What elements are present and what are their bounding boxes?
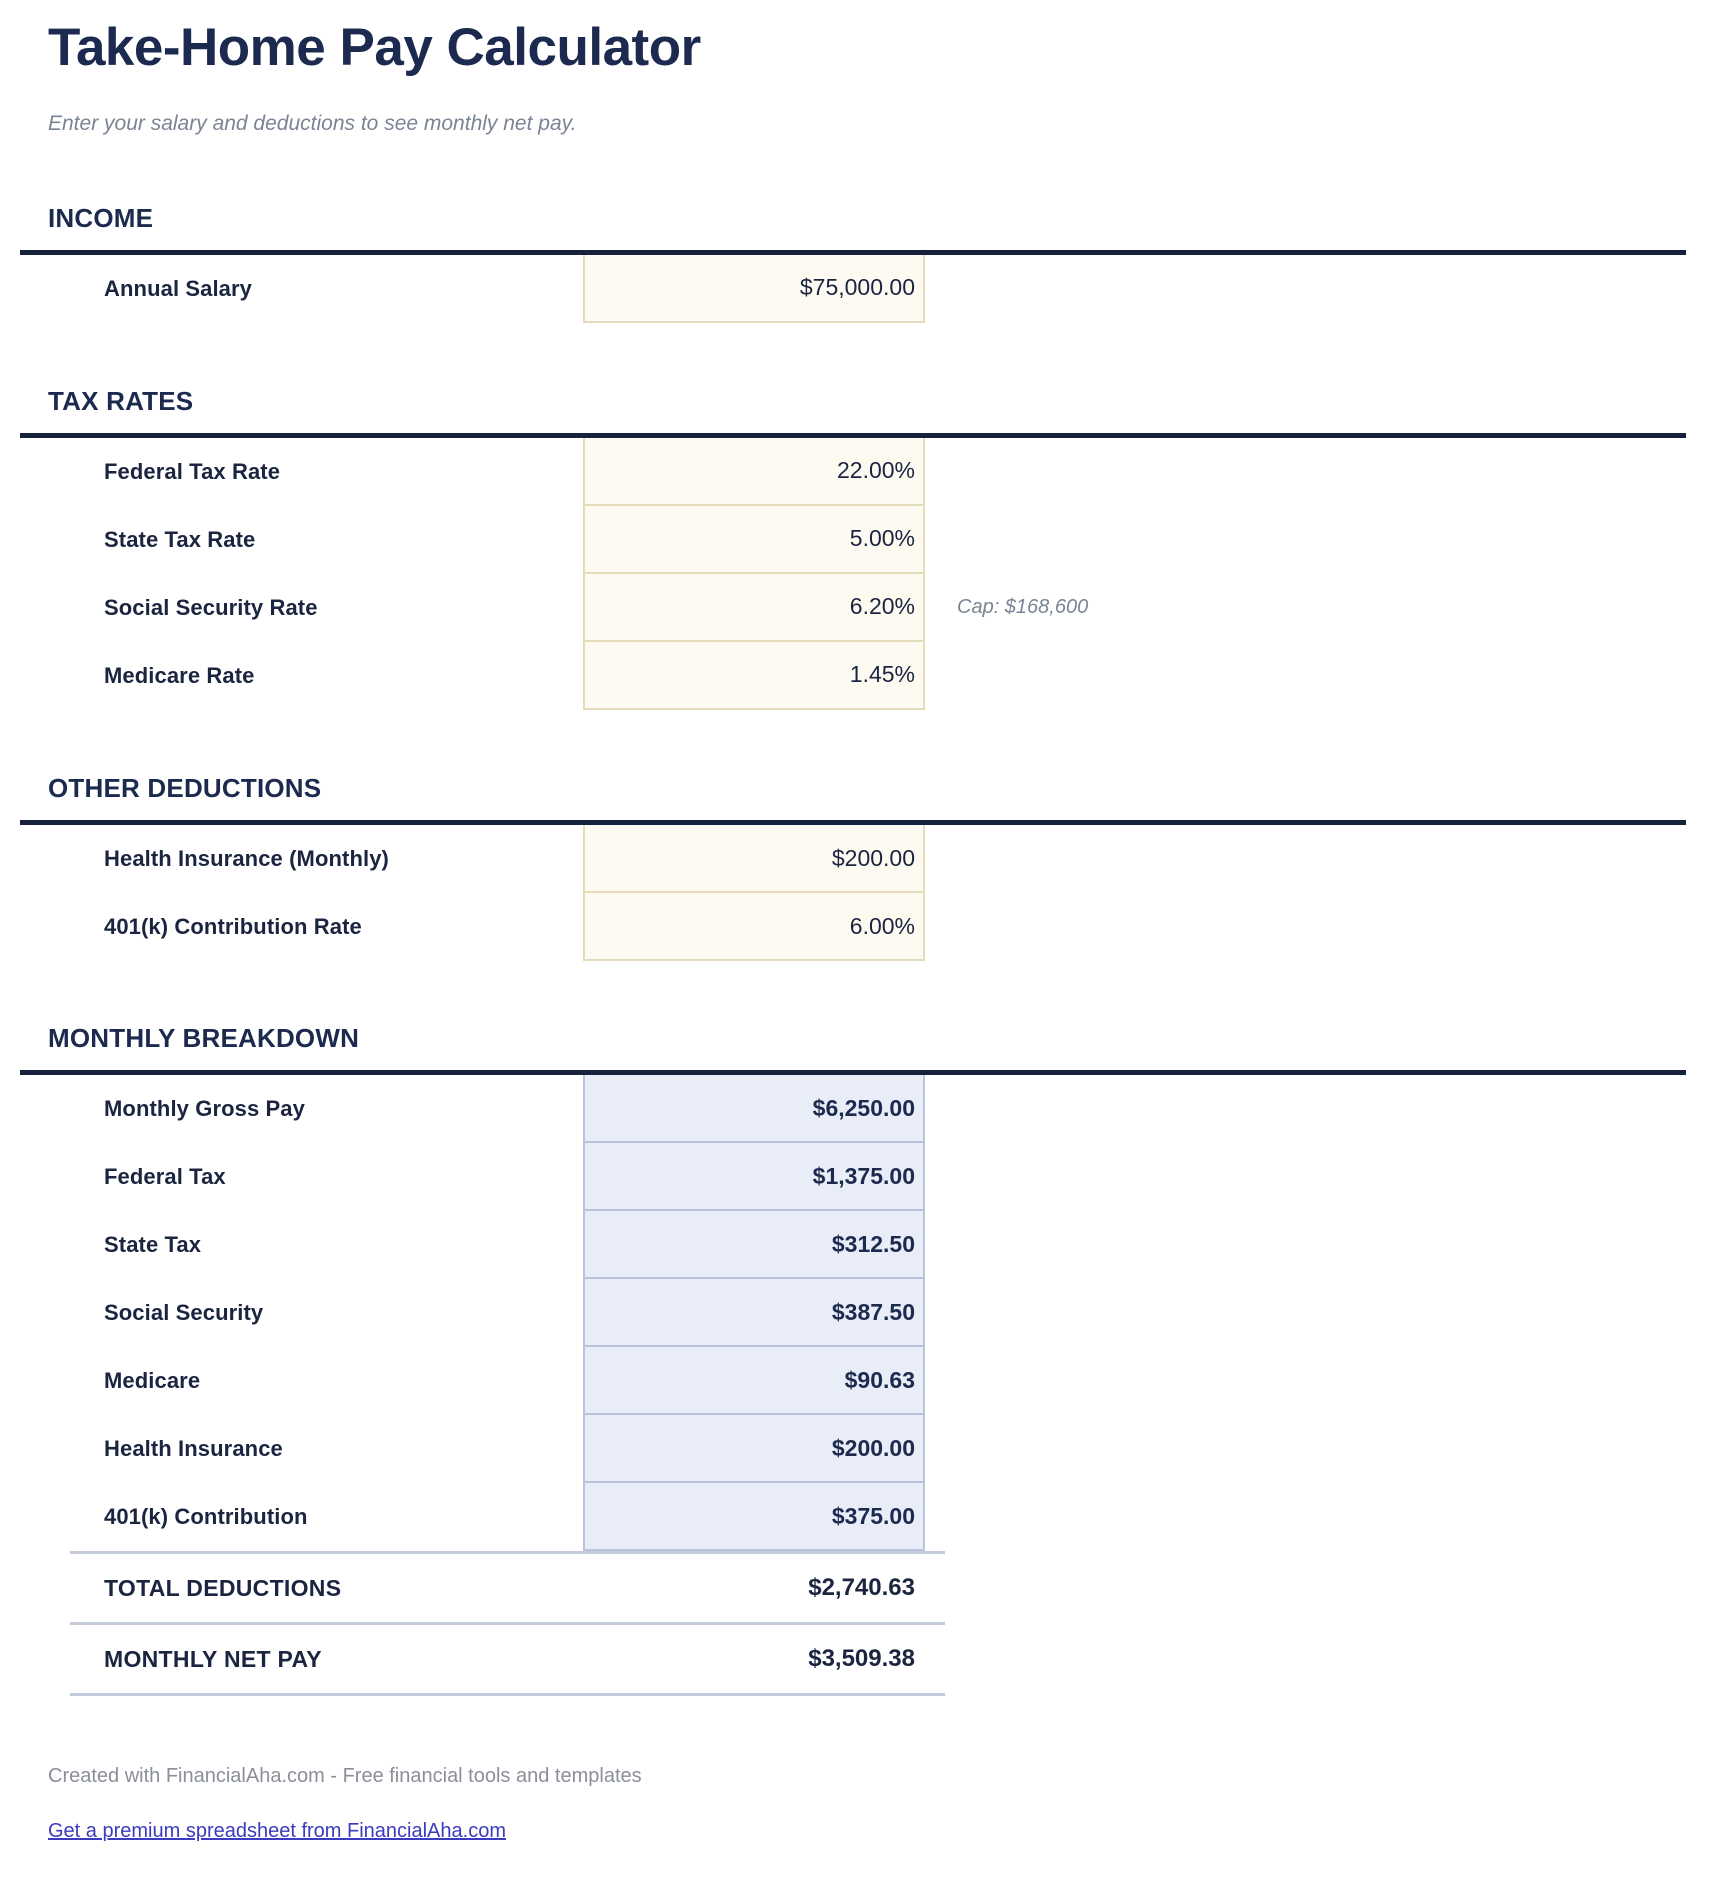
footer [0,1696,1721,1843]
other-deduction-rows [0,825,1721,961]
social-security-cap-note: Cap: $168,600 [957,596,1089,619]
row-label: Medicare [104,1368,201,1394]
state-tax-rate-input[interactable]: 5.00% [583,506,925,574]
monthly-net-pay-row [70,1622,945,1696]
table-row [0,1143,1721,1211]
section-monthly-breakdown [0,961,1721,1696]
monthly-net-pay-label: MONTHLY NET PAY [104,1645,322,1672]
row-label: State Tax [104,1232,202,1258]
table-row [0,825,1721,893]
table-row [0,642,1721,710]
row-note [925,893,957,961]
state-tax-value: $312.50 [583,1211,925,1279]
federal-tax-value: $1,375.00 [583,1143,925,1211]
section-heading-tax-rates: TAX RATES [48,385,194,416]
section-income [0,137,1721,323]
annual-salary-input[interactable]: $75,000.00 [583,255,925,323]
row-label: Health Insurance (Monthly) [104,846,389,872]
row-note [925,825,957,893]
premium-spreadsheet-link[interactable]: Get a premium spreadsheet from FinancialAha.com [48,1820,506,1843]
footer-credit-text: Created with FinancialAha.com - Free financial tools and templates [48,1765,642,1788]
health-insurance-value: $200.00 [583,1415,925,1483]
row-label: Social Security [104,1300,264,1326]
table-row [0,1211,1721,1279]
table-row [0,893,1721,961]
total-deductions-value: $2,740.63 [808,1574,915,1602]
row-note [925,642,957,710]
section-heading-other-deductions: OTHER DEDUCTIONS [48,772,322,803]
row-label: 401(k) Contribution [104,1504,308,1530]
table-row [0,1279,1721,1347]
row-note [925,506,957,574]
row-label: 401(k) Contribution Rate [104,914,362,940]
row-label: Federal Tax [104,1164,226,1190]
page-title: Take-Home Pay Calculator [48,18,701,77]
row-label: Social Security Rate [104,594,318,620]
row-note [925,255,957,323]
table-row [0,506,1721,574]
social-security-rate-input[interactable]: 6.20% [583,574,925,642]
tax-rate-rows [0,438,1721,710]
table-row [0,1075,1721,1143]
row-label: Annual Salary [104,275,253,301]
federal-tax-rate-input[interactable]: 22.00% [583,438,925,506]
social-security-value: $387.50 [583,1279,925,1347]
section-other-deductions [0,710,1721,961]
table-row [0,1483,1721,1551]
row-label: Health Insurance [104,1436,283,1462]
section-tax-rates [0,323,1721,710]
section-heading-income: INCOME [48,202,154,233]
row-label: State Tax Rate [104,526,256,552]
401k-contribution-value: $375.00 [583,1483,925,1551]
page-subtitle: Enter your salary and deductions to see monthly net pay. [48,112,577,136]
row-label: Monthly Gross Pay [104,1096,305,1122]
table-row [0,255,1721,323]
medicare-value: $90.63 [583,1347,925,1415]
row-label: Medicare Rate [104,662,255,688]
medicare-rate-input[interactable]: 1.45% [583,642,925,710]
total-deductions-row [70,1551,945,1622]
401k-contribution-rate-input[interactable]: 6.00% [583,893,925,961]
income-rows [0,255,1721,323]
table-row [0,1415,1721,1483]
row-note [925,438,957,506]
total-deductions-label: TOTAL DEDUCTIONS [104,1574,342,1601]
monthly-gross-pay-value: $6,250.00 [583,1075,925,1143]
health-insurance-input[interactable]: $200.00 [583,825,925,893]
table-row [0,438,1721,506]
section-heading-monthly-breakdown: MONTHLY BREAKDOWN [48,1023,360,1054]
monthly-net-pay-value: $3,509.38 [808,1645,915,1673]
table-row [0,1347,1721,1415]
table-row [0,574,1721,642]
row-label: Federal Tax Rate [104,458,281,484]
breakdown-rows [0,1075,1721,1551]
